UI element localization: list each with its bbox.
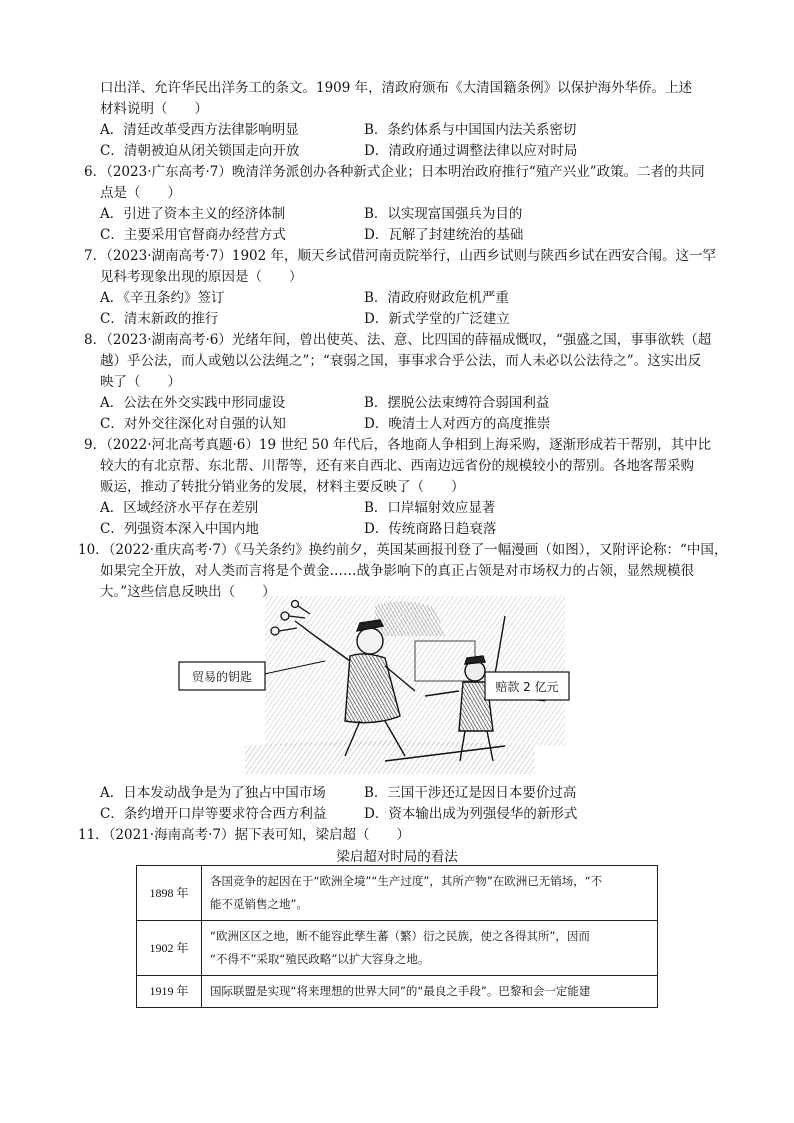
q9-option-c[interactable]: C．列强资本深入中国内地 [100,521,259,537]
table-cell-line: 各国竞争的起因在于“欧洲全境”“生产过度”，其所产物”在欧洲已无销场，“不 [210,874,603,888]
cartoon-label-right: 赔款 2 亿元 [495,680,559,694]
q6-option-a[interactable]: A．引进了资本主义的经济体制 [100,206,286,222]
table-content-cell [202,976,658,1008]
q6-option-d[interactable]: D．瓦解了封建统治的基础 [364,227,524,243]
q9-stem-line3: 贩运，推动了转批分销业务的发展，材料主要反映了（ ） [100,479,465,495]
table-content-cell [202,866,658,921]
q7-stem-line1: 7．（2023·湖南高考·7）1902 年，顺天乡试借河南贡院举行，山西乡试则与陕西乡试在西安合闱。这一罕 [84,248,717,264]
q5-option-d[interactable]: D．清政府通过调整法律以应对时局 [364,143,578,159]
q7-option-b[interactable]: B．清政府财政危机严重 [364,290,509,306]
q7-stem-line2: 见科考现象出现的原因是（ ） [100,269,303,285]
q8-stem-line3: 映了（ ） [100,374,181,390]
q8-stem-line1: 8．（2023·湖南高考·6）光绪年间，曾出使英、法、意、比四国的薛福成慨叹，“强盛之国，事事欲轶（超 [84,332,712,348]
q6-option-c[interactable]: C．主要采用官督商办经营方式 [100,227,286,243]
q6-stem-line1: 6．（2023·广东高考·7）晚清洋务派创办各种新式企业；日本明治政府推行“殖产兴业”政策。二者的共同 [84,164,705,180]
q10-option-c[interactable]: C．条约增开口岸等要求符合西方利益 [100,806,327,822]
q5-option-a[interactable]: A．清廷改革受西方法律影响明显 [100,122,299,138]
q9-option-b[interactable]: B．口岸辐射效应显著 [364,500,496,516]
q10-cartoon-image [175,596,585,774]
q8-stem-line2: 越）乎公法，而人或勉以公法绳之”；“衰弱之国，事事求合乎公法，而人未必以公法待之”。这实出反 [100,353,702,369]
q8-option-d[interactable]: D．晚清士人对西方的高度推崇 [364,416,551,432]
table-year-cell: 1902 年 [137,921,202,976]
q9-stem-line1: 9．（2022·河北高考真题·6）19 世纪 50 年代后，各地商人争相到上海采购，逐渐形成若干帮别，其中比 [84,437,712,453]
q10-stem-line3: 大。”这些信息反映出（ ） [100,584,276,600]
table-cell-line: 国际联盟是实现“将来理想的世界大同”的“最良之手段”。巴黎和会一定能建 [210,984,591,998]
q8-option-b[interactable]: B．摆脱公法束缚符合弱国利益 [364,395,550,411]
q5-option-b[interactable]: B．条约体系与中国国内法关系密切 [364,122,577,138]
q11-views-table [136,865,658,1008]
table-row [137,976,658,1008]
q6-stem-line2: 点是（ ） [100,185,181,201]
q10-stem-line2: 如果完全开放，对人类而言将是个黄金……战争影响下的真正占领是对市场权力的占领，显然规模很 [100,563,694,579]
q10-option-a[interactable]: A．日本发动战争是为了独占中国市场 [100,785,326,801]
q10-stem-line1: 10．（2022·重庆高考·7）《马关条约》换约前夕，英国某画报刊登了一幅漫画（如图），又附评论称：“中国， [78,542,728,558]
q10-option-d[interactable]: D．资本输出成为列强侵华的新形式 [364,806,578,822]
table-year-cell: 1919 年 [137,976,202,1008]
q7-option-d[interactable]: D．新式学堂的广泛建立 [364,311,510,327]
q10-option-b[interactable]: B．三国干涉还辽是因日本要价过高 [364,785,577,801]
table-cell-line: “不得不”采取“殖民政略”以扩大容身之地。 [210,952,430,966]
table-cell-line: “欧洲区区之地，断不能容此孳生蕃（繁）衍之民族，使之各得其所”，因而 [210,929,590,943]
table-cell-line: 能不觅销售之地”。 [210,897,308,911]
q6-option-b[interactable]: B．以实现富国强兵为目的 [364,206,523,222]
cartoon-label-left: 贸易的钥匙 [191,670,253,684]
table-content-cell [202,921,658,976]
table-year-cell: 1898 年 [137,866,202,921]
q9-stem-line2: 较大的有北京帮、东北帮、川帮等，还有来自西北、西南边远省份的规模较小的帮别。各地客帮采购 [100,458,694,474]
q8-option-a[interactable]: A．公法在外交实践中形同虚设 [100,395,286,411]
q5-option-c[interactable]: C．清朝被迫从闭关锁国走向开放 [100,143,300,159]
table-row [137,921,658,976]
table-row [137,866,658,921]
q11-stem-line1: 11．（2021·海南高考·7）据下表可知，梁启超（ ） [78,827,410,843]
q11-table-title: 梁启超对时局的看法 [336,849,458,865]
q5-stem-line1: 口出洋、允许华民出洋务工的条文。1909 年，清政府颁布《大清国籍条例》以保护海外华侨。上述 [100,80,693,96]
q5-stem-line2: 材料说明（ ） [100,101,208,117]
q8-option-c[interactable]: C．对外交往深化对自强的认知 [100,416,286,432]
q9-option-d[interactable]: D．传统商路日趋衰落 [364,521,497,537]
q7-option-a[interactable]: A．《辛丑条约》签订 [100,290,225,306]
q7-option-c[interactable]: C．清末新政的推行 [100,311,219,327]
q9-option-a[interactable]: A．区域经济水平存在差别 [100,500,259,516]
